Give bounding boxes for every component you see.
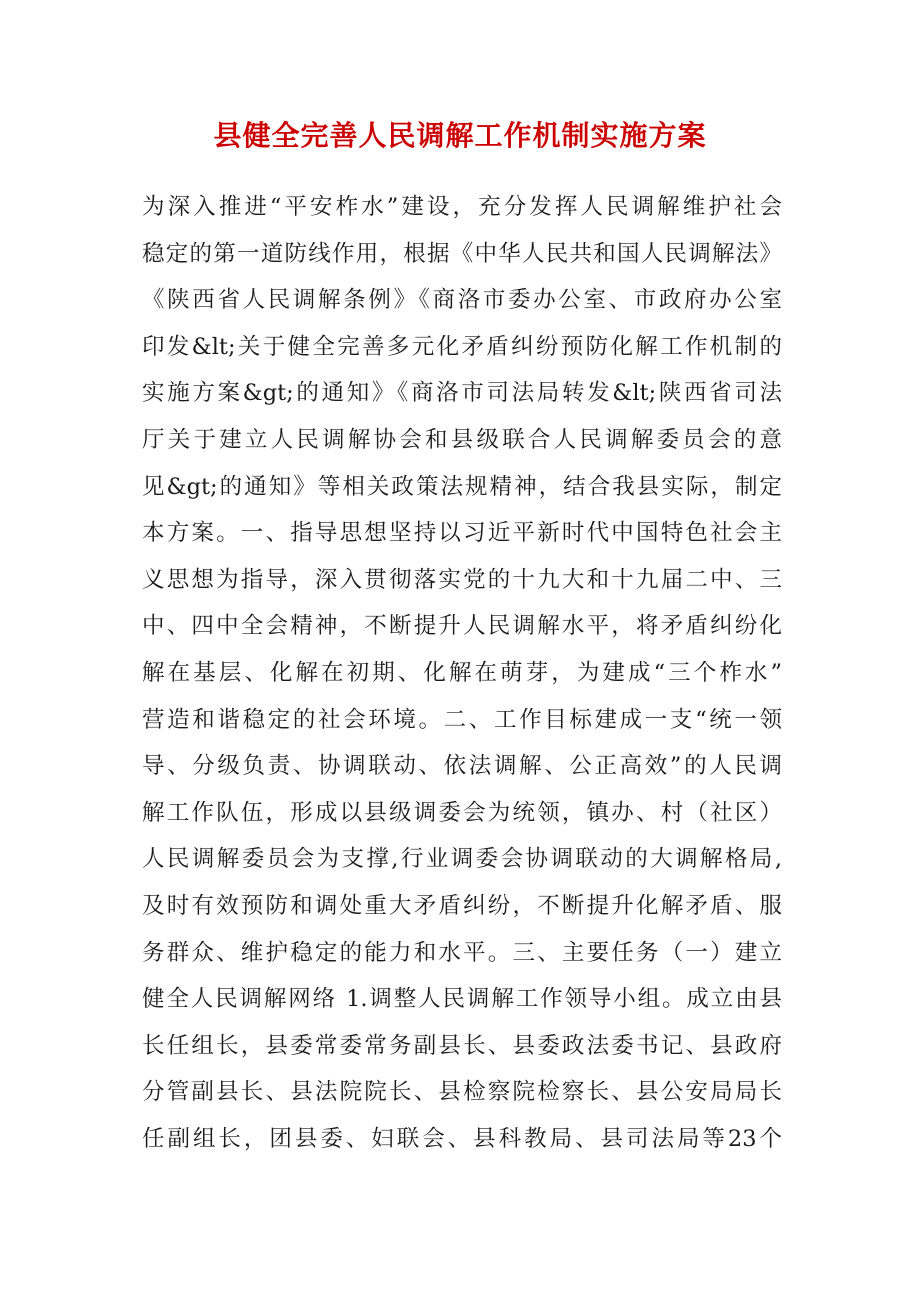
body-text-line: 义思想为指导，深入贯彻落实党的十九大和十九届二中、三: [142, 566, 782, 593]
body-text-line: 分管副县长、县法院院长、县检察院检察长、县公安局局长: [142, 1079, 782, 1106]
body-text-line: 任副组长，团县委、妇联会、县科教局、县司法局等23个: [142, 1125, 782, 1152]
body-text-line: 实施方案&gt;的通知》《商洛市司法局转发&lt;陕西省司法: [142, 380, 782, 407]
body-text-line: 中、四中全会精神，不断提升人民调解水平，将矛盾纠纷化: [142, 613, 782, 640]
page-title: 县健全完善人民调解工作机制实施方案: [213, 119, 707, 152]
body-text-line: 人民调解委员会为支撑,行业调委会协调联动的大调解格局,: [142, 846, 782, 873]
body-text-line: 务群众、维护稳定的能力和水平。三、主要任务（一）建立: [142, 939, 782, 966]
body-text-line: 长任组长，县委常委常务副县长、县委政法委书记、县政府: [142, 1032, 782, 1059]
body-text-line: 健全人民调解网络 1.调整人民调解工作领导小组。成立由县: [142, 986, 782, 1013]
body-text-line: 及时有效预防和调处重大矛盾纠纷，不断提升化解矛盾、服: [142, 892, 782, 919]
document-body: [142, 184, 782, 1162]
body-text-line: 厅关于建立人民调解协会和县级联合人民调解委员会的意: [142, 426, 782, 453]
body-text-line: 见&gt;的通知》等相关政策法规精神，结合我县实际，制定: [142, 473, 782, 500]
body-text-line: 营造和谐稳定的社会环境。二、工作目标建成一支“统一领: [142, 706, 782, 733]
body-text-line: 印发&lt;关于健全完善多元化矛盾纠纷预防化解工作机制的: [142, 333, 782, 360]
body-text-line: 导、分级负责、协调联动、依法调解、公正高效”的人民调: [142, 753, 782, 780]
body-text-line: 本方案。一、指导思想坚持以习近平新时代中国特色社会主: [142, 520, 782, 547]
body-text-line: 解在基层、化解在初期、化解在萌芽，为建成“三个柞水”: [142, 659, 782, 686]
body-text-line: 解工作队伍，形成以县级调委会为统领，镇办、村（社区）: [142, 799, 782, 826]
body-text-line: 稳定的第一道防线作用，根据《中华人民共和国人民调解法》: [142, 240, 782, 267]
body-text-line: 《陕西省人民调解条例》《商洛市委办公室、市政府办公室: [142, 287, 782, 314]
body-text-line: 为深入推进“平安柞水”建设，充分发挥人民调解维护社会: [142, 194, 782, 220]
